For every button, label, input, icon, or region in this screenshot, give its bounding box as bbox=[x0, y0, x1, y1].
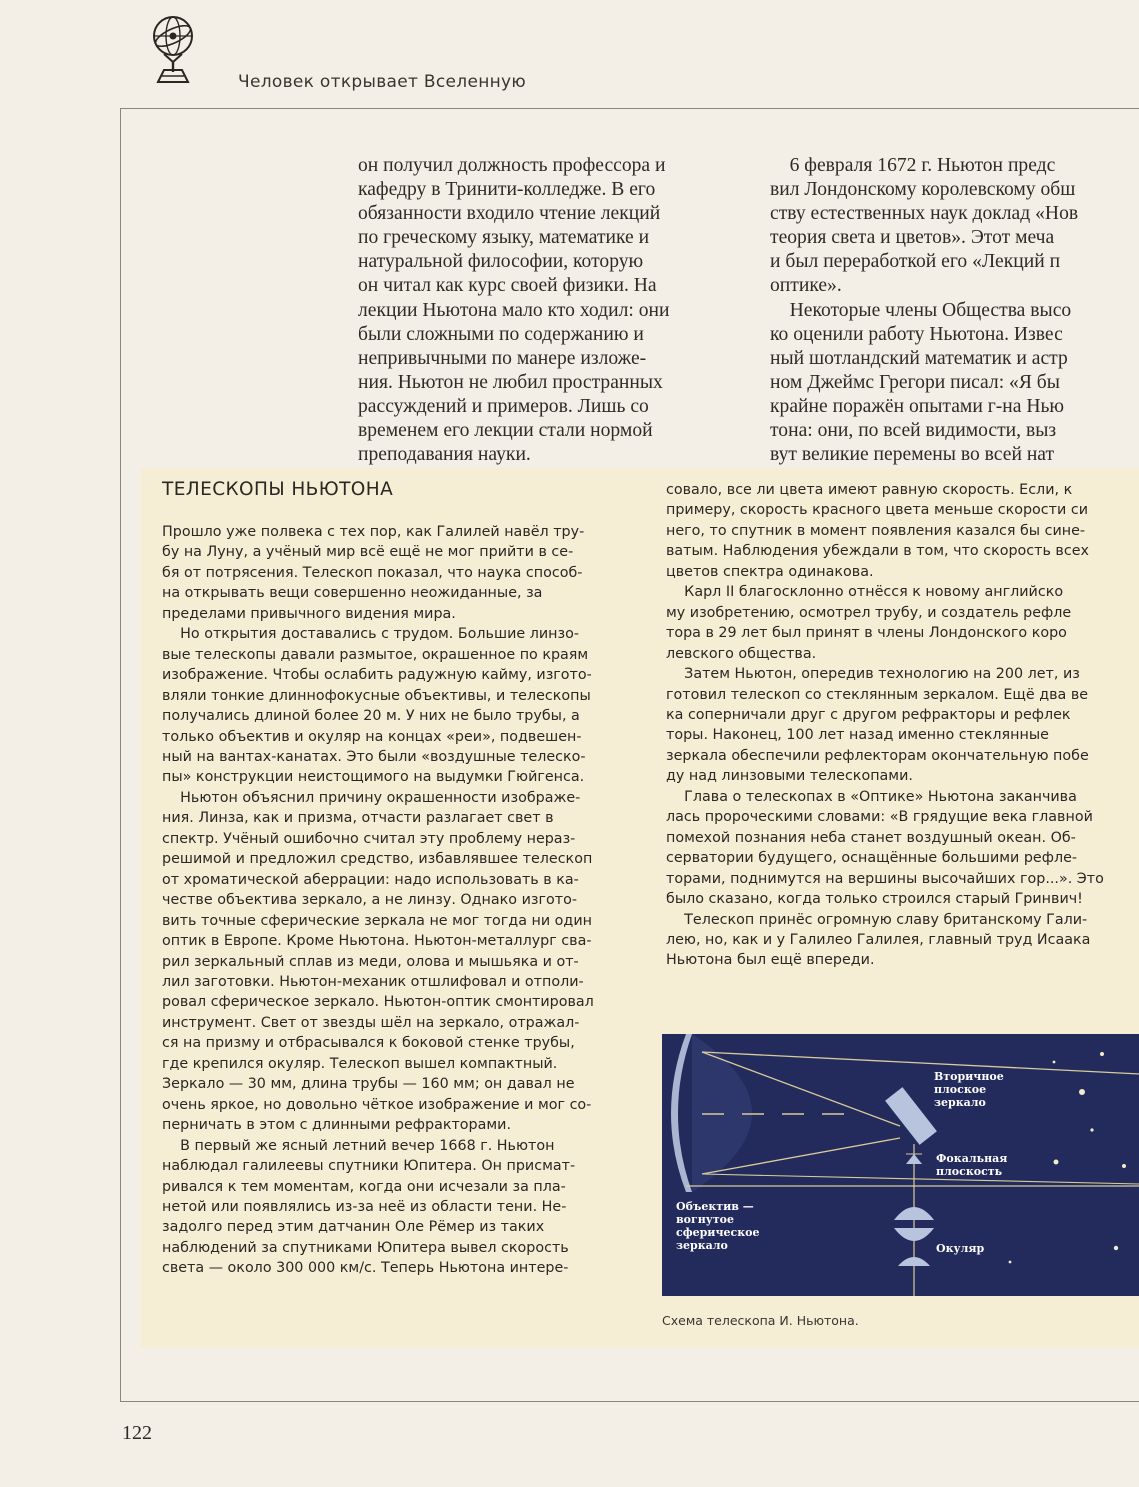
svg-text:Объектив —вогнутоесферическоез: Объектив — вогнутое сферическое зеркало bbox=[676, 1200, 760, 1252]
sidebar-text-right: совало, все ли цвета имеют равную скорость. Если, к примеру, скорость красного цвета меньше скорости си него, то спутник в момент появления казался бы сине- ватым. Наблюдения убеждали в том, что скорость всех цветов спектра одинакова. Карл II благосклонно отнёсся к новому английско му изобретению, осмотрел трубу, и создатель рефле тора в 29 лет был принят в члены Лондонского коро левского общества. Затем Ньютон, опередив технологию на 200 лет, из готовил телескоп со стеклянным зеркалом. Ещё два ве ка соперничали друг с другом рефракторы и рефлек торы. Наконец, 100 лет назад именно стеклянные зеркала обеспечили рефлекторам окончательную побе ду над линзовыми телескопами. Глава о телескопах в «Оптике» Ньютона заканчива лась пророческими словами: «В грядущие века главной помехой познания неба станет воздушный океан. Об- серватории будущего, оснащённые большими рефле- торами, поднимутся на вершины высочайших гор...». Это было сказано, когда только строился старый Гринвич! Телескоп принёс огромную славу британскому Гали- лею, но, как и у Галилео Галилея, главный труд Исаака Ньютона был ещё впереди. bbox=[666, 482, 1104, 969]
running-title: Человек открывает Вселенную bbox=[238, 72, 527, 92]
sidebar-title: ТЕЛЕСКОПЫ НЬЮТОНА bbox=[162, 479, 394, 500]
svg-text:Фокальнаяплоскость: Фокальная плоскость bbox=[936, 1152, 1008, 1178]
figure-caption: Схема телескопа И. Ньютона. bbox=[662, 1313, 859, 1328]
svg-text:Вторичноеплоскоезеркало: Вторичное плоское зеркало bbox=[934, 1070, 1004, 1109]
svg-text:Окуляр: Окуляр bbox=[936, 1242, 985, 1255]
body-text-right: 6 февраля 1672 г. Ньютон предс вил Лондонскому королевскому обш ству естественных наук доклад «Нов теория света и цветов». Этот меча и был переработкой его «Лекций п оптике». Некоторые члены Общества высо ко оценили работу Ньютона. Извес ный шотландский математик и астр ном Джеймс Грегори писал: «Я бы крайне поражён опытами г-на Нью тона: они, по всей видимости, выз вут великие перемены во всей нат bbox=[770, 155, 1079, 466]
sidebar-text-left: Прошло уже полвека с тех пор, как Галилей навёл тру- бу на Луну, а учёный мир всё ещё не мог прийти в се- бя от потрясения. Телескоп показал, что наука способ- на открывать вещи совершенно неожиданные, за пределами привычного видения мира. Но открытия доставались с трудом. Большие линзо- вые телескопы давали размытое, окрашенное по краям изображение. Чтобы ослабить радужную кайму, изгото- вляли тонкие длиннофокусные объективы, и телескопы получались длиной более 20 м. У них не было трубы, а только объектив и окуляр на концах «реи», подвешен- ный на вантах-канатах. Это были «воздушные телеско- пы» конструкции неистощимого на выдумки Гюйгенса. Ньютон объяснил причину окрашенности изображе- ния. Линза, как и призма, отчасти разлагает свет в спектр. Учёный ошибочно считал эту проблему нераз- решимой и предложил средство, избавлявшее телескоп от хроматической аберрации: надо использовать в ка- честве объектива зеркало, а не линзу. Однако изгото- вить точные сферические зеркала не мог тогда ни один оптик в Европе. Кроме Ньютона. Ньютон-металлург сва- рил зеркальный сплав из меди, олова и мышьяка и от- лил заготовки. Ньютон-механик отшлифовал и отполи- ровал сферическое зеркало. Ньютон-оптик смонтировал инструмент. Свет от звезды шёл на зеркало, отражал- ся на призму и отбрасывался к боковой стенке трубы, где крепился окуляр. Телескоп вышел компактный. Зеркало — 30 мм, длина трубы — 160 мм; он давал не очень яркое, но довольно чёткое изображение и мог со- перничать в этом с длинными рефракторами. В первый же ясный летний вечер 1668 г. Ньютон наблюдал галилеевы спутники Юпитера. Он присмат- ривался к тем моментам, когда они исчезали за пла- нетой или появлялись из-за неё из области тени. Не- задолго перед этим датчанин Оле Рёмер из таких наблюдений за спутниками Юпитера вывел скорость света — около 300 000 км/с. Теперь Ньютона интере- bbox=[162, 524, 594, 1277]
body-text-left: он получил должность профессора и кафедру в Тринити-колледже. В его обязанности входило чтение лекций по греческому языку, математике и натуральной философии, которую он читал как курс своей физики. На лекции Ньютона мало кто ходил: они были сложными по содержанию и непривычными по манере изложе- ния. Ньютон не любил пространных рассуждений и примеров. Лишь со временем его лекции стали нормой преподавания науки. bbox=[358, 155, 670, 466]
telescope-diagram bbox=[662, 1034, 1139, 1296]
page-number: 122 bbox=[122, 1422, 152, 1444]
armillary-sphere-icon bbox=[142, 10, 204, 84]
